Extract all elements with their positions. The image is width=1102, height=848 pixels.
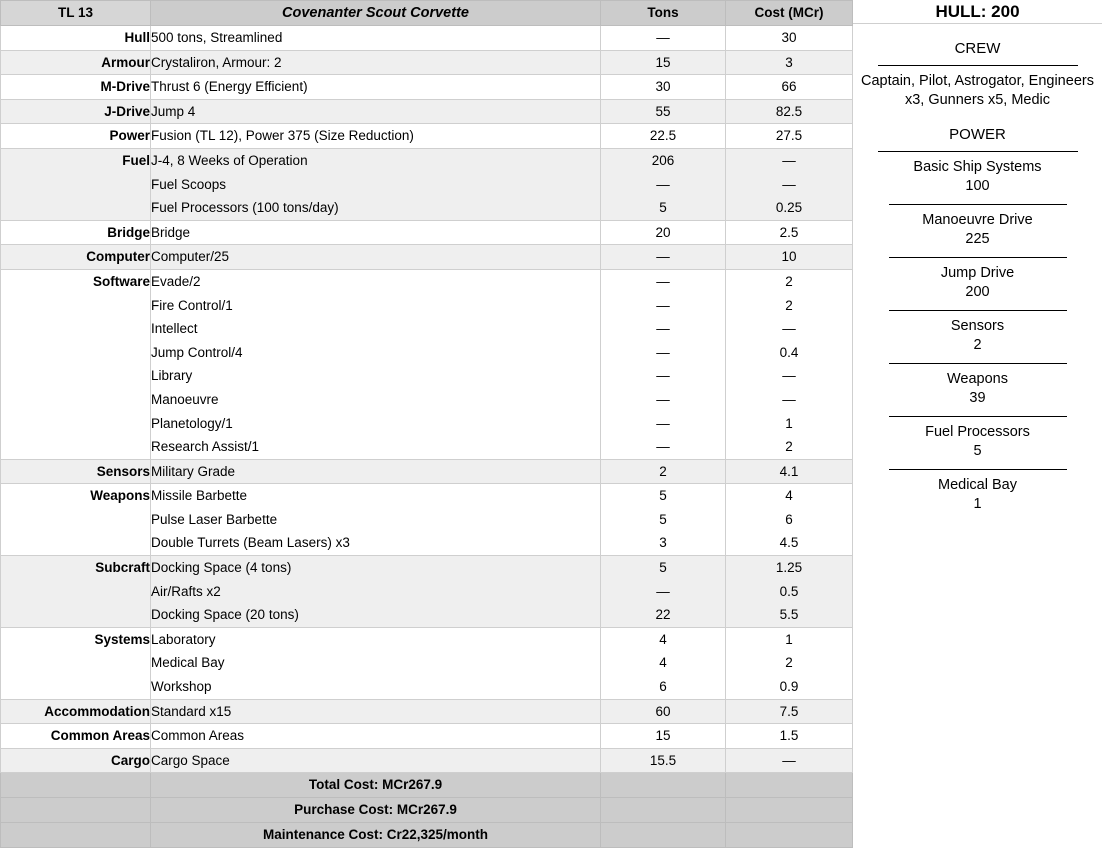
component-tons-line: — — [656, 176, 670, 192]
component-tons — [601, 699, 726, 724]
component-description-line: Docking Space (20 tons) — [151, 607, 299, 623]
component-description-line: Medical Bay — [151, 655, 225, 671]
component-description-line: Laboratory — [151, 631, 216, 647]
component-description-line: J-4, 8 Weeks of Operation — [151, 152, 308, 168]
table-row — [1, 699, 853, 724]
component-cost-line: 4 — [785, 488, 793, 504]
component-cost-line: 2 — [785, 655, 793, 671]
component-description — [151, 245, 601, 270]
totals-spacer — [726, 823, 853, 848]
tech-level-header: TL 13 — [1, 1, 151, 26]
component-cost — [726, 220, 853, 245]
component-description-line: Jump 4 — [151, 103, 196, 119]
component-tons-line: 3 — [659, 535, 667, 551]
table-body — [1, 26, 853, 773]
component-cost-line: 1.5 — [779, 728, 799, 744]
component-tons-line: 5 — [659, 200, 667, 216]
component-tons-line: — — [656, 321, 670, 337]
component-cost-line: 0.5 — [779, 583, 799, 599]
table-totals — [1, 773, 853, 848]
totals-row — [1, 773, 853, 798]
component-description-line: Computer/25 — [151, 249, 230, 265]
component-tons-line: — — [656, 391, 670, 407]
cost-column-header: Cost (MCr) — [726, 1, 853, 26]
component-cost-line: — — [782, 321, 796, 337]
component-cost-line: — — [782, 391, 796, 407]
table-row — [1, 75, 853, 100]
component-tons — [601, 50, 726, 75]
component-description-line: Library — [151, 368, 193, 384]
component-tons-line: — — [656, 344, 670, 360]
component-description — [151, 124, 601, 149]
component-tons-line: 22 — [655, 607, 671, 623]
component-description-line: Double Turrets (Beam Lasers) x3 — [151, 535, 350, 551]
component-description-line: 500 tons, Streamlined — [151, 30, 283, 45]
component-cost — [726, 484, 853, 556]
component-tons — [601, 148, 726, 220]
component-cost — [726, 627, 853, 699]
component-cost — [726, 556, 853, 628]
table-row — [1, 269, 853, 459]
component-description — [151, 556, 601, 628]
table-row — [1, 148, 853, 220]
component-cost-line: 5.5 — [779, 607, 799, 623]
component-cost-line: 0.25 — [775, 200, 803, 216]
power-entry — [853, 364, 1102, 412]
component-label: Fuel — [1, 148, 151, 220]
component-label: Common Areas — [1, 724, 151, 749]
component-tons-line: — — [656, 249, 670, 265]
component-description — [151, 26, 601, 51]
table-row — [1, 99, 853, 124]
component-tons — [601, 75, 726, 100]
component-description-line: Cargo Space — [151, 752, 230, 768]
totals-spacer — [1, 773, 151, 798]
tons-column-header: Tons — [601, 1, 726, 26]
component-tons-line: 60 — [655, 703, 671, 719]
table-header-row — [1, 1, 853, 26]
component-cost — [726, 148, 853, 220]
component-tons-line: 5 — [659, 511, 667, 527]
component-cost — [726, 99, 853, 124]
totals-spacer — [1, 798, 151, 823]
component-description-line: Docking Space (4 tons) — [151, 560, 292, 576]
component-description-line: Jump Control/4 — [151, 344, 243, 360]
totals-spacer — [601, 823, 726, 848]
component-description-line: Missile Barbette — [151, 488, 248, 504]
component-tons-line: 5 — [659, 560, 667, 576]
power-entry-name: Basic Ship Systems — [913, 159, 1042, 175]
component-label: Subcraft — [1, 556, 151, 628]
component-label: Software — [1, 269, 151, 459]
component-cost-line: 4.1 — [779, 463, 799, 479]
component-cost — [726, 50, 853, 75]
summary-panel — [853, 0, 1102, 765]
component-tons — [601, 124, 726, 149]
component-label: Power — [1, 124, 151, 149]
component-cost — [726, 269, 853, 459]
component-cost-line: 30 — [781, 30, 797, 45]
component-description — [151, 148, 601, 220]
component-cost — [726, 699, 853, 724]
totals-text: Total Cost: MCr267.9 — [151, 773, 601, 798]
component-tons-line: 15 — [655, 728, 671, 744]
component-label: Bridge — [1, 220, 151, 245]
component-tons-line: 5 — [659, 488, 667, 504]
totals-spacer — [726, 773, 853, 798]
component-label: J-Drive — [1, 99, 151, 124]
component-description-line: Planetology/1 — [151, 415, 233, 431]
component-description-line: Fusion (TL 12), Power 375 (Size Reduction) — [151, 128, 414, 144]
component-tons — [601, 245, 726, 270]
component-description — [151, 50, 601, 75]
component-cost-line: — — [782, 752, 796, 768]
component-tons-line: 206 — [651, 152, 675, 168]
power-entry — [853, 311, 1102, 359]
component-tons-line: — — [656, 368, 670, 384]
component-cost-line: 1.25 — [775, 560, 803, 576]
component-tons — [601, 459, 726, 484]
component-label: Accommodation — [1, 699, 151, 724]
totals-text: Purchase Cost: MCr267.9 — [151, 798, 601, 823]
component-description-line: Evade/2 — [151, 273, 201, 289]
component-tons — [601, 99, 726, 124]
table-row — [1, 26, 853, 51]
component-label: Cargo — [1, 748, 151, 773]
power-entry — [853, 258, 1102, 306]
component-description-line: Intellect — [151, 321, 198, 337]
power-entry-name: Fuel Processors — [925, 424, 1030, 440]
component-label: Computer — [1, 245, 151, 270]
table-row — [1, 556, 853, 628]
component-label: Weapons — [1, 484, 151, 556]
component-tons — [601, 724, 726, 749]
power-entry-value: 225 — [965, 231, 990, 247]
power-entry-name: Medical Bay — [938, 477, 1017, 493]
component-label: Hull — [1, 26, 151, 51]
table-row — [1, 627, 853, 699]
power-entry — [853, 470, 1102, 518]
component-description-line: Crystaliron, Armour: 2 — [151, 54, 282, 70]
totals-spacer — [601, 773, 726, 798]
power-entry-value: 39 — [969, 390, 986, 406]
component-tons-line: 4 — [659, 631, 667, 647]
table-row — [1, 50, 853, 75]
table-row — [1, 748, 853, 773]
power-entry — [853, 152, 1102, 200]
power-entry-list — [853, 152, 1102, 518]
component-tons — [601, 269, 726, 459]
component-tons — [601, 484, 726, 556]
component-cost-line: 0.4 — [779, 344, 799, 360]
component-tons — [601, 627, 726, 699]
component-cost-line: 4.5 — [779, 535, 799, 551]
power-entry-name: Manoeuvre Drive — [922, 212, 1033, 228]
component-description — [151, 269, 601, 459]
component-description — [151, 75, 601, 100]
table-row — [1, 724, 853, 749]
component-description-line: Fuel Processors (100 tons/day) — [151, 200, 339, 216]
component-tons-line: 55 — [655, 103, 671, 119]
component-cost-line: 2.5 — [779, 224, 799, 240]
component-cost-line: — — [782, 152, 796, 168]
component-tons — [601, 26, 726, 51]
power-entry-value: 2 — [973, 337, 982, 353]
component-description — [151, 699, 601, 724]
component-cost — [726, 124, 853, 149]
table-row — [1, 220, 853, 245]
component-cost-line: 3 — [785, 54, 793, 70]
component-tons-line: — — [656, 583, 670, 599]
power-entry-value: 5 — [973, 443, 982, 459]
component-description-line: Thrust 6 (Energy Efficient) — [151, 79, 308, 95]
power-heading: POWER — [949, 126, 1006, 143]
totals-text: Maintenance Cost: Cr22,325/month — [151, 823, 601, 848]
component-description-line: Manoeuvre — [151, 391, 219, 407]
totals-row — [1, 798, 853, 823]
component-tons — [601, 220, 726, 245]
component-description-line: Military Grade — [151, 463, 236, 479]
component-description-line: Common Areas — [151, 728, 245, 744]
component-cost-line: 66 — [781, 79, 797, 95]
component-cost — [726, 245, 853, 270]
component-tons-line: 15.5 — [649, 752, 677, 768]
component-tons-line: 22.5 — [649, 128, 677, 144]
component-description — [151, 220, 601, 245]
component-description-line: Workshop — [151, 679, 212, 695]
component-label: M-Drive — [1, 75, 151, 100]
component-cost — [726, 459, 853, 484]
component-label: Sensors — [1, 459, 151, 484]
power-section — [853, 110, 1102, 518]
power-entry-value: 1 — [973, 496, 982, 512]
component-tons-line: 20 — [655, 224, 671, 240]
component-tons-line: — — [656, 415, 670, 431]
component-tons-line: 15 — [655, 54, 671, 70]
power-entry-value: 100 — [965, 178, 990, 194]
component-description — [151, 484, 601, 556]
table-row — [1, 245, 853, 270]
component-tons — [601, 556, 726, 628]
totals-row — [1, 823, 853, 848]
component-description — [151, 99, 601, 124]
component-cost-line: 1 — [785, 631, 793, 647]
component-cost-line: 27.5 — [775, 128, 803, 144]
component-tons — [601, 748, 726, 773]
component-tons-line: — — [656, 30, 670, 45]
component-description-line: Bridge — [151, 224, 191, 240]
totals-spacer — [601, 798, 726, 823]
component-cost-line: — — [782, 176, 796, 192]
power-entry-name: Jump Drive — [940, 265, 1015, 281]
component-tons-line: 4 — [659, 655, 667, 671]
component-cost-line: 1 — [785, 415, 793, 431]
component-description — [151, 748, 601, 773]
power-entry-name: Sensors — [950, 318, 1005, 334]
component-cost-line: 2 — [785, 297, 793, 313]
component-cost-line: 6 — [785, 511, 793, 527]
component-description — [151, 627, 601, 699]
component-cost-line: 2 — [785, 273, 793, 289]
component-cost-line: 82.5 — [775, 103, 803, 119]
table-row — [1, 484, 853, 556]
component-cost-line: 7.5 — [779, 703, 799, 719]
crew-roster: Captain, Pilot, Astrogator, Engineers x3, Gunners x5, Medic — [861, 73, 1094, 108]
component-description-line: Standard x15 — [151, 703, 232, 719]
component-tons-line: 6 — [659, 679, 667, 695]
component-cost-line: 2 — [785, 439, 793, 455]
crew-heading: CREW — [954, 40, 1001, 57]
component-label: Armour — [1, 50, 151, 75]
component-cost — [726, 75, 853, 100]
component-description-line: Pulse Laser Barbette — [151, 511, 278, 527]
ship-name-header: Covenanter Scout Corvette — [151, 1, 601, 26]
totals-spacer — [1, 823, 151, 848]
component-cost — [726, 748, 853, 773]
component-description — [151, 459, 601, 484]
component-label: Systems — [1, 627, 151, 699]
component-description-line: Air/Rafts x2 — [151, 583, 221, 599]
component-description-line: Fuel Scoops — [151, 176, 227, 192]
totals-spacer — [726, 798, 853, 823]
component-description-line: Research Assist/1 — [151, 439, 260, 455]
power-entry — [853, 417, 1102, 465]
component-tons-line: — — [656, 297, 670, 313]
power-entry-value: 200 — [965, 284, 990, 300]
component-cost — [726, 724, 853, 749]
component-description — [151, 724, 601, 749]
crew-section — [853, 24, 1102, 110]
component-cost — [726, 26, 853, 51]
component-tons-line: — — [656, 439, 670, 455]
component-description-line: Fire Control/1 — [151, 297, 233, 313]
table-row — [1, 124, 853, 149]
hull-banner: HULL: 200 — [853, 0, 1102, 24]
component-tons-line: 30 — [655, 79, 671, 95]
component-cost-line: 10 — [781, 249, 797, 265]
power-entry-name: Weapons — [947, 371, 1008, 387]
component-tons-line: — — [656, 273, 670, 289]
component-tons-line: 2 — [659, 463, 667, 479]
component-cost-line: 0.9 — [779, 679, 799, 695]
component-cost-line: — — [782, 368, 796, 384]
power-entry — [853, 205, 1102, 253]
table-row — [1, 459, 853, 484]
